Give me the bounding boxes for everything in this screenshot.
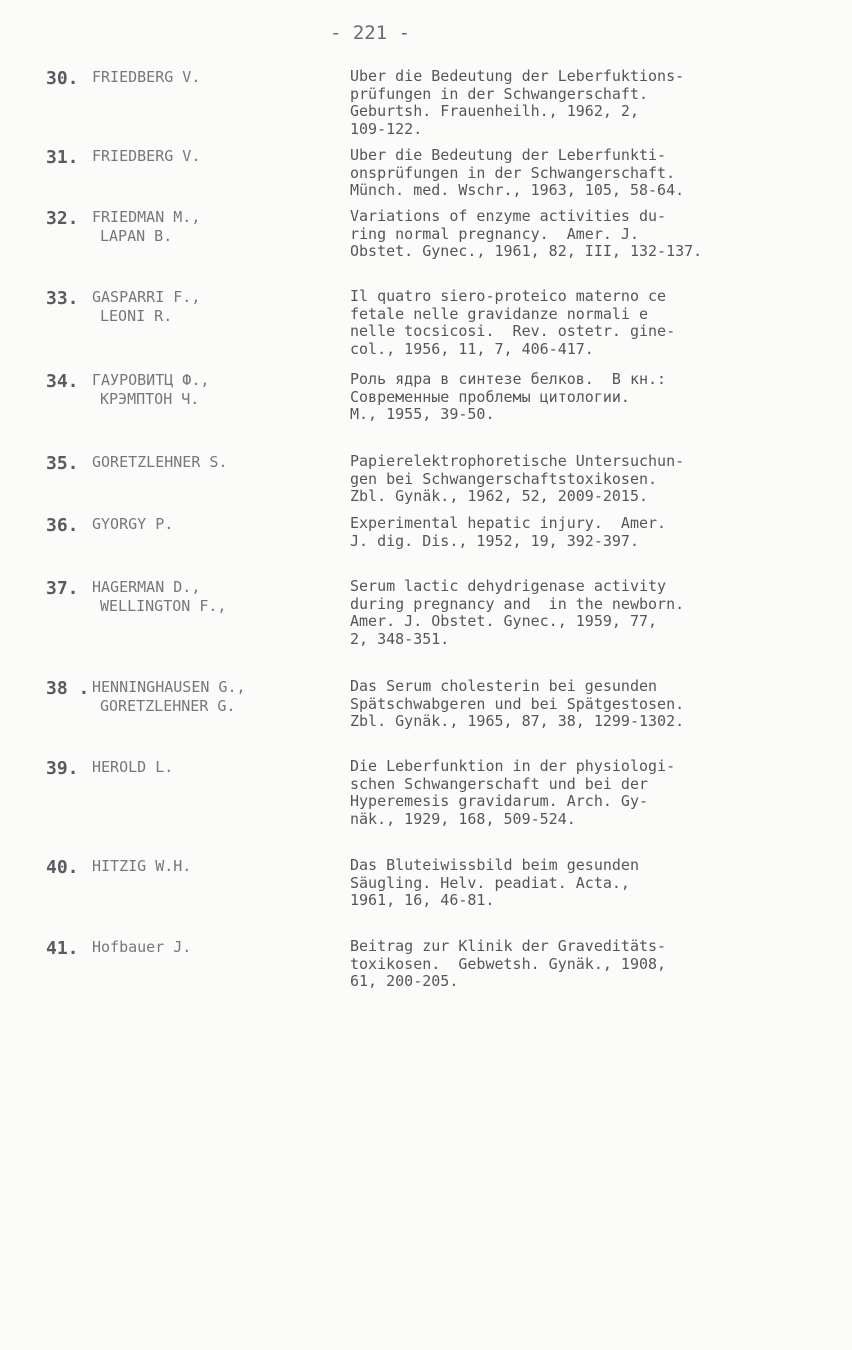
entry-reference xyxy=(350,68,830,138)
reference-line: Obstet. Gynec., 1961, 82, III, 132-137. xyxy=(350,242,703,260)
entry-number: 38 . xyxy=(46,678,90,699)
entry-authors xyxy=(92,857,191,876)
author-line: HENNINGHAUSEN G., xyxy=(92,678,246,696)
author-line: HAGERMAN D., xyxy=(92,578,201,596)
entry-reference xyxy=(350,371,830,424)
author-line: GORETZLEHNER G. xyxy=(100,697,236,715)
reference-line: Säugling. Helv. peadiat. Acta., xyxy=(350,873,630,892)
reference-line: col., 1956, 11, 7, 406-417. xyxy=(350,339,594,358)
author-line: LAPAN B. xyxy=(100,227,173,245)
reference-line: М., 1955, 39-50. xyxy=(350,405,495,423)
entry-number: 37. xyxy=(46,578,79,599)
reference-line: gen bei Schwangerschaftstoxikosen. xyxy=(350,469,658,488)
author-line: GASPARRI F., xyxy=(92,288,201,306)
entry-number: 34. xyxy=(46,371,79,392)
entry-authors xyxy=(92,758,173,777)
entry-authors xyxy=(92,453,227,472)
entry-reference xyxy=(350,578,830,648)
reference-line: Il quatro siero-proteico materno ce xyxy=(350,287,667,305)
reference-line: Serum lactic dehydrigenase activity xyxy=(350,577,667,595)
author-line: GYORGY P. xyxy=(92,515,174,533)
author-line: GORETZLEHNER S. xyxy=(92,453,228,471)
entry-authors xyxy=(92,208,200,246)
entry-reference xyxy=(350,515,830,550)
reference-line: Uber die Bedeutung der Leberfunkti- xyxy=(350,146,667,164)
reference-line: Hyperemesis gravidarum. Arch. Gy- xyxy=(350,792,649,810)
entry-number: 39. xyxy=(46,758,79,779)
entry-authors xyxy=(92,147,200,166)
author-line: HEROLD L. xyxy=(92,758,174,776)
entry-number: 40. xyxy=(46,857,79,878)
entry-reference xyxy=(350,758,830,828)
entry-number: 35. xyxy=(46,453,79,474)
reference-line: fetale nelle gravidanze normali e xyxy=(350,304,649,323)
author-line: LEONI R. xyxy=(100,307,173,325)
entry-authors xyxy=(92,371,209,409)
author-line: Hofbauer J. xyxy=(92,938,192,956)
reference-line: toxikosen. Gebwetsh. Gynäk., 1908, xyxy=(350,954,667,973)
reference-line: 61, 200-205. xyxy=(350,972,459,990)
entry-number: 31. xyxy=(46,147,79,168)
author-line: FRIEDMAN M., xyxy=(92,208,201,226)
reference-line: Geburtsh. Frauenheilh., 1962, 2, xyxy=(350,102,639,120)
entry-reference xyxy=(350,857,830,910)
reference-line: Zbl. Gynäk., 1962, 52, 2009-2015. xyxy=(350,487,649,505)
author-line: КРЭМПТОН Ч. xyxy=(100,390,200,408)
reference-line: Роль ядра в синтезе белков. В кн.: xyxy=(350,370,667,388)
reference-line: Münch. med. Wschr., 1963, 105, 58-64. xyxy=(350,181,685,199)
reference-line: Das Serum cholesterin bei gesunden xyxy=(350,677,658,695)
author-line: FRIEDBERG V. xyxy=(92,68,201,86)
entry-number: 41. xyxy=(46,938,79,959)
entry-number: 36. xyxy=(46,515,79,536)
entry-reference xyxy=(350,147,830,200)
reference-line: Papierelektrophoretische Untersuchun- xyxy=(350,452,685,470)
reference-line: ring normal pregnancy. Amer. J. xyxy=(350,224,639,243)
reference-line: Beitrag zur Klinik der Graveditäts- xyxy=(350,937,667,955)
entry-number: 32. xyxy=(46,208,79,229)
entry-authors xyxy=(92,515,173,534)
entry-reference xyxy=(350,453,830,506)
author-line: ГАУРОВИТЦ Ф., xyxy=(92,371,210,389)
entry-authors xyxy=(92,938,191,957)
reference-line: 1961, 16, 46-81. xyxy=(350,891,495,909)
entry-authors xyxy=(92,578,226,616)
author-line: FRIEDBERG V. xyxy=(92,147,201,165)
author-line: HITZIG W.H. xyxy=(92,857,192,875)
entry-reference xyxy=(350,938,830,991)
reference-line: Zbl. Gynäk., 1965, 87, 38, 1299-1302. xyxy=(350,712,685,730)
reference-line: nelle tocsicosi. Rev. ostetr. gine- xyxy=(350,322,676,340)
reference-line: during pregnancy and in the newborn. xyxy=(350,594,685,613)
entry-number: 30. xyxy=(46,68,79,89)
reference-line: schen Schwangerschaft und bei der xyxy=(350,774,649,793)
reference-line: Amer. J. Obstet. Gynec., 1959, 77, xyxy=(350,612,658,630)
reference-line: Das Bluteiwissbild beim gesunden xyxy=(350,856,639,874)
reference-line: Experimental hepatic injury. Amer. xyxy=(350,514,667,532)
reference-line: J. dig. Dis., 1952, 19, 392-397. xyxy=(350,531,639,550)
entry-reference xyxy=(350,678,830,731)
entry-authors xyxy=(92,68,200,87)
reference-line: 109-122. xyxy=(350,119,423,138)
page-number: - 221 - xyxy=(329,22,411,44)
entry-reference xyxy=(350,288,830,358)
reference-line: näk., 1929, 168, 509-524. xyxy=(350,809,576,828)
reference-line: Uber die Bedeutung der Leberfuktions- xyxy=(350,67,685,85)
reference-line: Современные проблемы цитологии. xyxy=(350,387,630,406)
entry-reference xyxy=(350,208,830,261)
reference-line: prüfungen in der Schwangerschaft. xyxy=(350,84,649,103)
entry-authors xyxy=(92,678,246,716)
author-line: WELLINGTON F., xyxy=(100,597,227,615)
entry-number: 33. xyxy=(46,288,79,309)
reference-line: Die Leberfunktion in der physiologi- xyxy=(350,757,676,775)
entry-authors xyxy=(92,288,200,326)
reference-line: Variations of enzyme activities du- xyxy=(350,207,667,225)
reference-line: Spätschwabgeren und bei Spätgestosen. xyxy=(350,694,685,713)
reference-line: onsprüfungen in der Schwangerschaft. xyxy=(350,163,676,182)
reference-line: 2, 348-351. xyxy=(350,629,450,648)
